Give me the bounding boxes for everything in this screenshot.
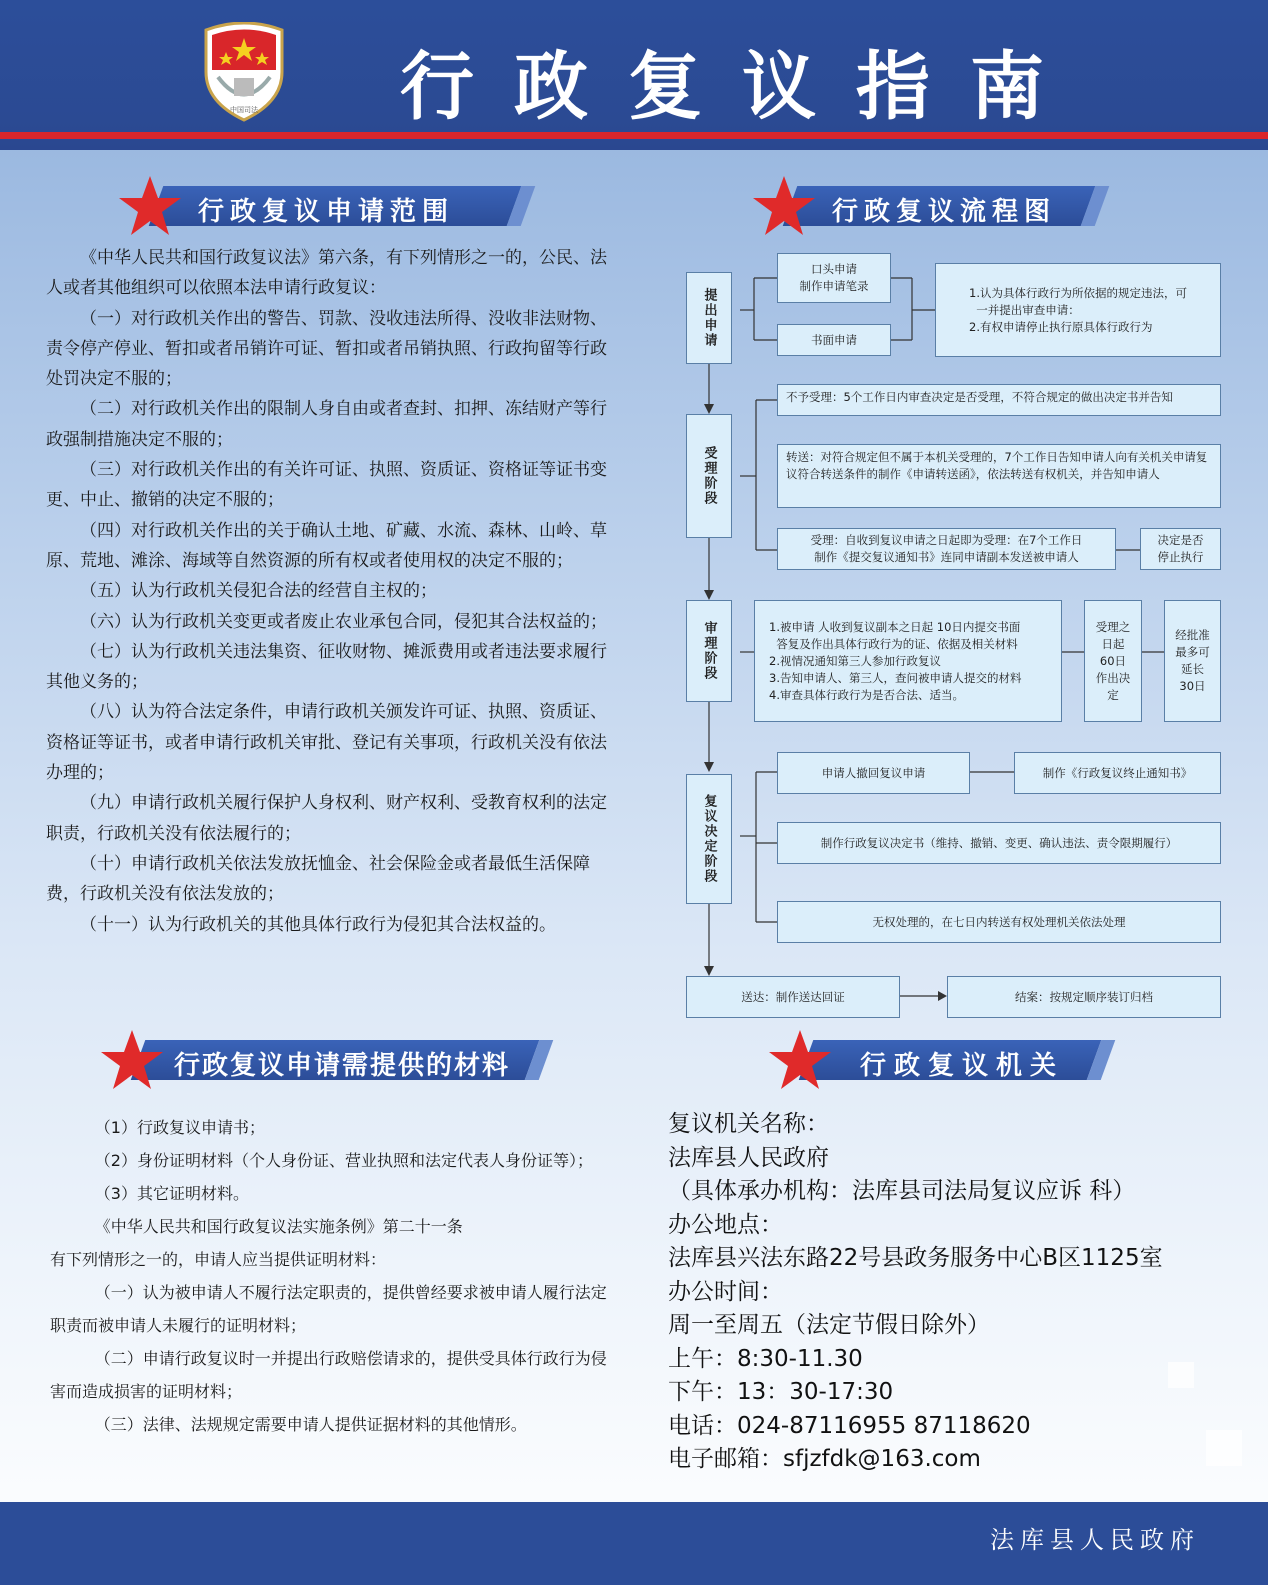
flow-reject-box (777, 384, 1221, 416)
flow-deliver-box: 送达：制作送达回证 (686, 976, 900, 1018)
office-line: 复议机关名称： (668, 1111, 829, 1137)
office-line: 下午：13：30-17:30 (668, 1379, 894, 1405)
flow-stage-review: 审理阶段 (686, 600, 732, 702)
office-line: 电话：024-87116955 87118620 (668, 1412, 1031, 1439)
decor-square (1168, 1362, 1194, 1388)
emblem-text: 中国司法 (230, 106, 258, 114)
footer-bar (0, 1502, 1268, 1585)
scope-paragraph: （九）申请行政机关履行保护人身权利、财产权利、受教育权利的法定职责，行政机关没有依法履行的； (46, 793, 607, 844)
flow-transfer-text: 转送：对符合规定但不属于本机关受理的，7个工作日告知申请人向有关机关申请复议符合转送条件的制作《申请转送函》，依法转送有权机关，并告知申请人 (786, 450, 1208, 481)
flow-oral-application: 口头申请 制作申请笔录 (777, 253, 891, 303)
materials-line: （二）申请行政复议时一并提出行政赔偿请求的，提供受具体行政行为侵害而造成损害的证明材料； (50, 1349, 607, 1401)
flow-stage-accept: 受理阶段 (686, 414, 732, 538)
office-line: （具体承办机构：法库县司法局复议应诉 科） (668, 1178, 1136, 1204)
decor-square (1206, 1430, 1242, 1466)
scope-paragraph: （十一）认为行政机关的其他具体行政行为侵犯其合法权益的。 (80, 914, 556, 935)
footer-issuer: 法库县人民政府 (990, 1526, 1200, 1554)
flow-apply-note: 1.认为具体行政行为所依据的规定违法，可 一并提出审查申请： 2.有权申请停止执行原具体行政行为 (935, 263, 1221, 357)
flow-suspend-box: 决定是否 停止执行 (1140, 528, 1221, 570)
section-title-materials: 行政复议申请需提供的材料 (174, 1051, 511, 1081)
flow-stage-apply: 提出申请 (686, 272, 732, 364)
page-title: 行政复议指南 (400, 44, 1084, 130)
scope-paragraph: （二）对行政机关作出的限制人身自由或者查封、扣押、冻结财产等行政强制措施决定不服的； (46, 399, 607, 450)
materials-text (50, 1111, 610, 1441)
flow-noauth-box: 无权处理的，在七日内转送有权处理机关依法处理 (777, 901, 1221, 943)
office-line: 办公时间： (668, 1278, 783, 1305)
flow-withdraw-box: 申请人撤回复议申请 (777, 752, 970, 794)
section-title-office: 行政复议机关 (860, 1051, 1065, 1081)
materials-line: （一）认为被申请人不履行法定职责的，提供曾经要求被申请人履行法定职责而被申请人未履行的证明材料； (50, 1283, 607, 1335)
materials-line: 有下列情形之一的，申请人应当提供证明材料： (50, 1250, 387, 1269)
flow-review-steps: 1.被申请 人收到复议副本之日起 10日内提交书面 答复及作出具体行政行为的证、依据及相关材料 2.视情况通知第三人参加行政复议 3.告知申请人、第三人，查问被申请人提交的材料 4.审查具体行政行为是否合法、适当。 (754, 600, 1062, 722)
scope-paragraph: （六）认为行政机关变更或者废止农业承包合同，侵犯其合法权益的； (80, 611, 607, 632)
flow-60-days: 受理之日起60日作出决定 (1084, 600, 1142, 722)
flow-transfer-box (777, 444, 1221, 508)
materials-line: （3）其它证明材料。 (94, 1184, 249, 1203)
scope-paragraph: （三）对行政机关作出的有关许可证、执照、资质证、资格证等证书变更、中止、撤销的决定不服的； (46, 460, 607, 511)
scope-paragraph: （五）认为行政机关侵犯合法的经营自主权的； (80, 581, 437, 602)
scope-paragraph: （一）对行政机关作出的警告、罚款、没收违法所得、没收非法财物、责令停产停业、暂扣或者吊销许可证、暂扣或者吊销执照、行政拘留等行政处罚决定不服的； (46, 308, 607, 390)
flow-close-box: 结案：按规定顺序装订归档 (947, 976, 1221, 1018)
section-title-scope: 行政复议申请范围 (198, 197, 455, 227)
materials-line: （1）行政复议申请书； (94, 1118, 265, 1137)
flow-stage-decision: 复议决定阶段 (686, 774, 732, 904)
office-line: 电子邮箱：sfjzfdk@163.com (668, 1446, 981, 1472)
section-title-flow: 行政复议流程图 (832, 197, 1057, 227)
flow-written-application: 书面申请 (777, 324, 891, 356)
office-line: 法库县兴法东路22号县政务服务中心B区1125室 (668, 1245, 1163, 1271)
flow-reject-text: 不予受理：5个工作日内审查决定是否受理，不符合规定的做出决定书并告知 (786, 390, 1173, 404)
scope-paragraph: （八）认为符合法定条件，申请行政机关颁发许可证、执照、资质证、资格证等证书，或者申请行政机关审批、登记有关事项，行政机关没有依法办理的； (46, 702, 607, 784)
scope-paragraph: （四）对行政机关作出的关于确认土地、矿藏、水流、森林、山岭、草原、荒地、滩涂、海域等自然资源的所有权或者使用权的决定不服的； (46, 520, 607, 571)
office-info (668, 1108, 1163, 1477)
materials-line: （2）身份证明材料（个人身份证、营业执照和法定代表人身份证等）； (94, 1151, 593, 1170)
flow-30-days: 经批准最多可延长30日 (1164, 600, 1221, 722)
flow-terminate-box: 制作《行政复议终止通知书》 (1014, 752, 1221, 794)
scope-paragraph: 《中华人民共和国行政复议法》第六条，有下列情形之一的，公民、法人或者其他组织可以依照本法申请行政复议： (46, 248, 607, 299)
materials-line: （三）法律、法规规定需要申请人提供证据材料的其他情形。 (94, 1415, 527, 1434)
materials-line: 《中华人民共和国行政复议法实施条例》第二十一条 (94, 1217, 463, 1236)
flow-decision-box: 制作行政复议决定书（维持、撤销、变更、确认违法、责令限期履行） (777, 822, 1221, 864)
office-line: 周一至周五（法定节假日除外） (668, 1312, 990, 1338)
office-line: 办公地点： (668, 1211, 783, 1238)
office-line: 法库县人民政府 (668, 1144, 829, 1171)
scope-paragraph: （七）认为行政机关违法集资、征收财物、摊派费用或者违法要求履行其他义务的； (46, 641, 607, 693)
scope-paragraph: （十）申请行政机关依法发放抚恤金、社会保险金或者最低生活保障费，行政机关没有依法发放的； (46, 853, 590, 905)
office-line: 上午：8:30-11.30 (668, 1345, 863, 1372)
flow-accept-box: 受理：自收到复议申请之日起即为受理：在7个工作日 制作《提交复议通知书》连同申请副本发送被申请人 (777, 528, 1116, 570)
